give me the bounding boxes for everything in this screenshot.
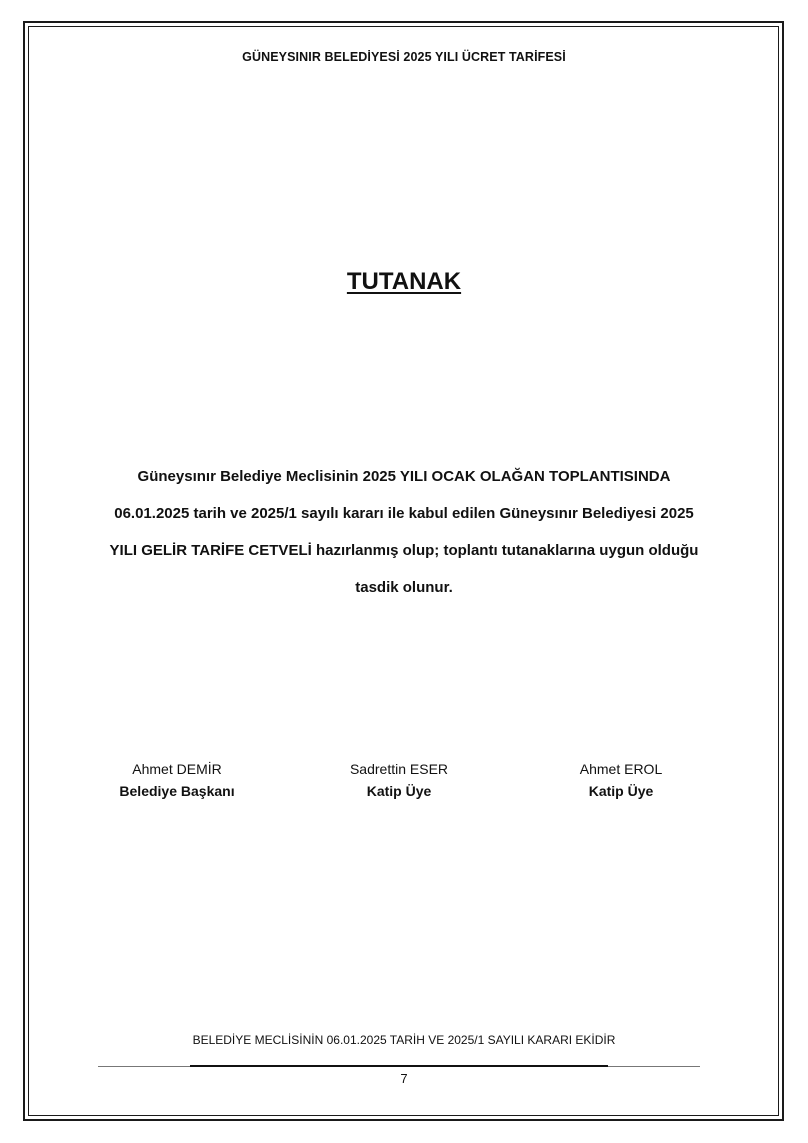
document-header-title: GÜNEYSINIR BELEDİYESİ 2025 YILI ÜCRET TARİFESİ (242, 50, 566, 64)
signatory-role: Katip Üye (588, 783, 654, 799)
document-title: TUTANAK (346, 268, 462, 295)
footer-divider-accent (190, 1065, 608, 1067)
footer-note: BELEDİYE MECLİSİNİN 06.01.2025 TARİH VE 2025/1 SAYILI KARARI EKİDİR (192, 1033, 616, 1047)
body-line: tasdik olunur. (355, 579, 453, 596)
signatory-name: Ahmet DEMİR (132, 761, 222, 777)
body-line: YILI GELİR TARİFE CETVELİ hazırlanmış olup; toplantı tutanaklarına uygun olduğu (109, 542, 699, 559)
document-body (60, 458, 748, 606)
signatory-role: Katip Üye (366, 783, 432, 799)
signatory-name: Ahmet EROL (579, 761, 663, 777)
signature-block-mayor (67, 758, 287, 802)
signature-block-clerk-1 (289, 758, 509, 802)
signatory-name: Sadrettin ESER (349, 761, 449, 777)
signatory-role: Belediye Başkanı (119, 783, 235, 799)
signature-block-clerk-2 (511, 758, 731, 802)
body-line: 06.01.2025 tarih ve 2025/1 sayılı kararı ile kabul edilen Güneysınır Belediyesi 2025 (114, 505, 694, 522)
body-line: Güneysınır Belediye Meclisinin 2025 YILI OCAK OLAĞAN TOPLANTISINDA (137, 468, 671, 485)
page-number: 7 (400, 1071, 408, 1086)
